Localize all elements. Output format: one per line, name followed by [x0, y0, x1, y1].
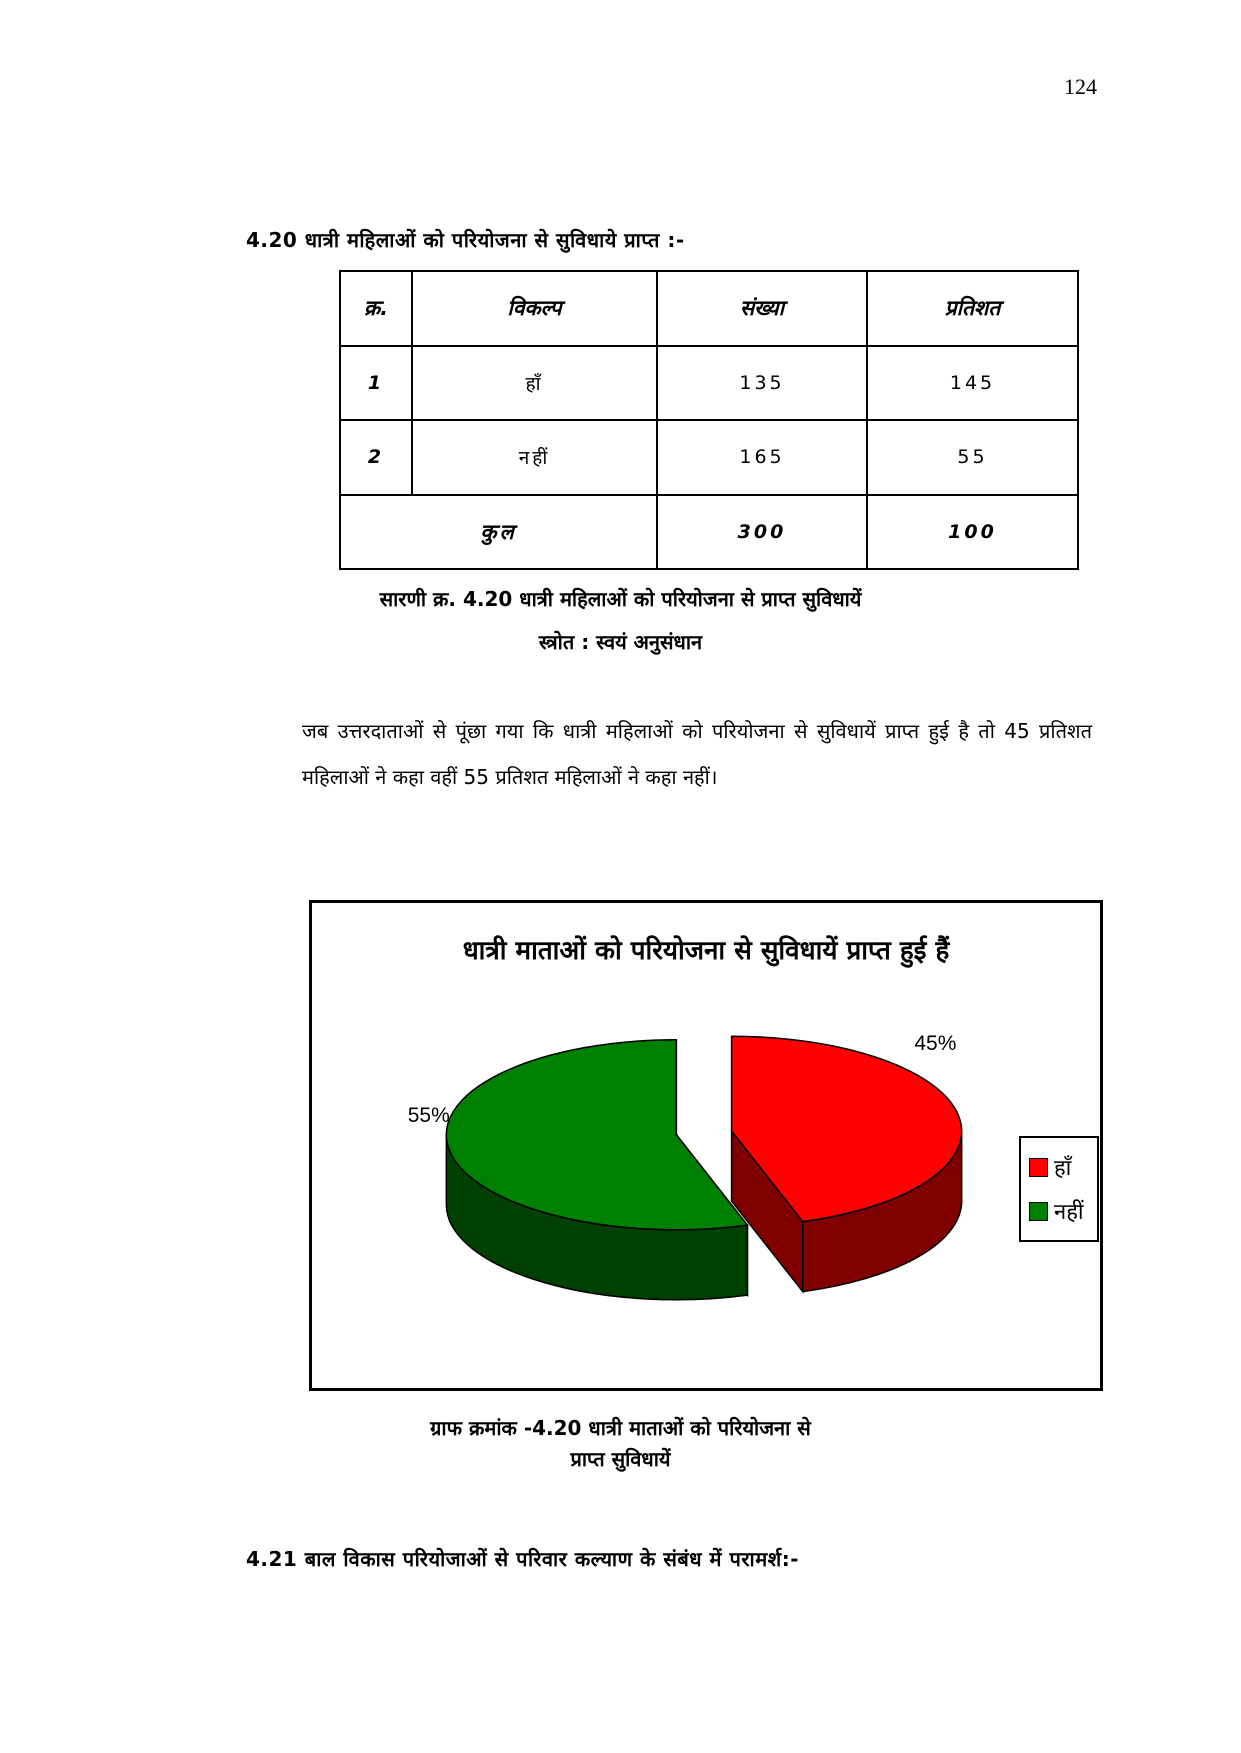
- total-label: कुल: [340, 495, 657, 570]
- table-cell: नहीं: [412, 420, 657, 495]
- pie-chart: [312, 903, 1100, 1388]
- section-heading: 4.20 धात्री महिलाओं को परियोजना से सुविधाये प्राप्त :-: [246, 228, 685, 252]
- legend-item-yes: [1029, 1152, 1071, 1182]
- table-cell: 135: [657, 346, 867, 421]
- source-line: स्त्रोत : स्वयं अनुसंधान: [538, 630, 703, 654]
- table-row: [340, 420, 1078, 495]
- total-count: 300: [657, 495, 867, 570]
- table-row: [340, 346, 1078, 421]
- table-cell: 55: [867, 420, 1078, 495]
- table-cell: 165: [657, 420, 867, 495]
- graph-caption: ग्राफ क्रमांक -4.20 धात्री माताओं को परियोजना से: [430, 1416, 811, 1440]
- page-number: 124: [1064, 74, 1097, 99]
- graph-caption-line2: प्राप्त सुविधायें: [570, 1447, 671, 1471]
- table-header-cell: विकल्प: [412, 271, 657, 346]
- legend-swatch: [1029, 1202, 1048, 1221]
- table-cell: हाँ: [412, 346, 657, 421]
- table-header-cell: संख्या: [657, 271, 867, 346]
- data-label: 45%: [914, 1032, 957, 1056]
- legend-swatch: [1029, 1158, 1048, 1177]
- data-table: [339, 270, 1079, 570]
- table-cell: 1: [340, 346, 412, 421]
- chart-legend: [1019, 1136, 1099, 1242]
- pie-slice-0: [732, 1036, 962, 1291]
- data-label: 55%: [407, 1103, 450, 1127]
- legend-label: नहीं: [1054, 1199, 1084, 1224]
- table-header-cell: क्र.: [340, 271, 412, 346]
- pie-slice-1: [446, 1040, 747, 1300]
- legend-label: हाँ: [1054, 1155, 1072, 1180]
- chart-title: धात्री माताओं को परियोजना से सुविधायें प्राप्त हुई हैं: [462, 936, 950, 966]
- pie-chart-frame: [309, 900, 1103, 1391]
- body-paragraph: जब उत्तरदाताओं से पूंछा गया कि धात्री महिलाओं को परियोजना से सुविधायें प्राप्त हुई है तो 45 प्रतिशत महिलाओं ने कहा वहीं 55 प्रतिशत महिलाओं ने कहा नहीं।: [302, 719, 1092, 789]
- table-total-row: [340, 495, 1078, 570]
- next-section-heading: 4.21 बाल विकास परियोजाओं से परिवार कल्याण के संबंध में परामर्श:-: [246, 1547, 800, 1571]
- table-cell: 145: [867, 346, 1078, 421]
- table-header-cell: प्रतिशत: [867, 271, 1078, 346]
- table-caption: सारणी क्र. 4.20 धात्री महिलाओं को परियोजना से प्राप्त सुविधायें: [379, 587, 862, 611]
- legend-item-no: [1029, 1196, 1084, 1226]
- table-header-row: [340, 271, 1078, 346]
- table-cell: 2: [340, 420, 412, 495]
- total-percent: 100: [867, 495, 1078, 570]
